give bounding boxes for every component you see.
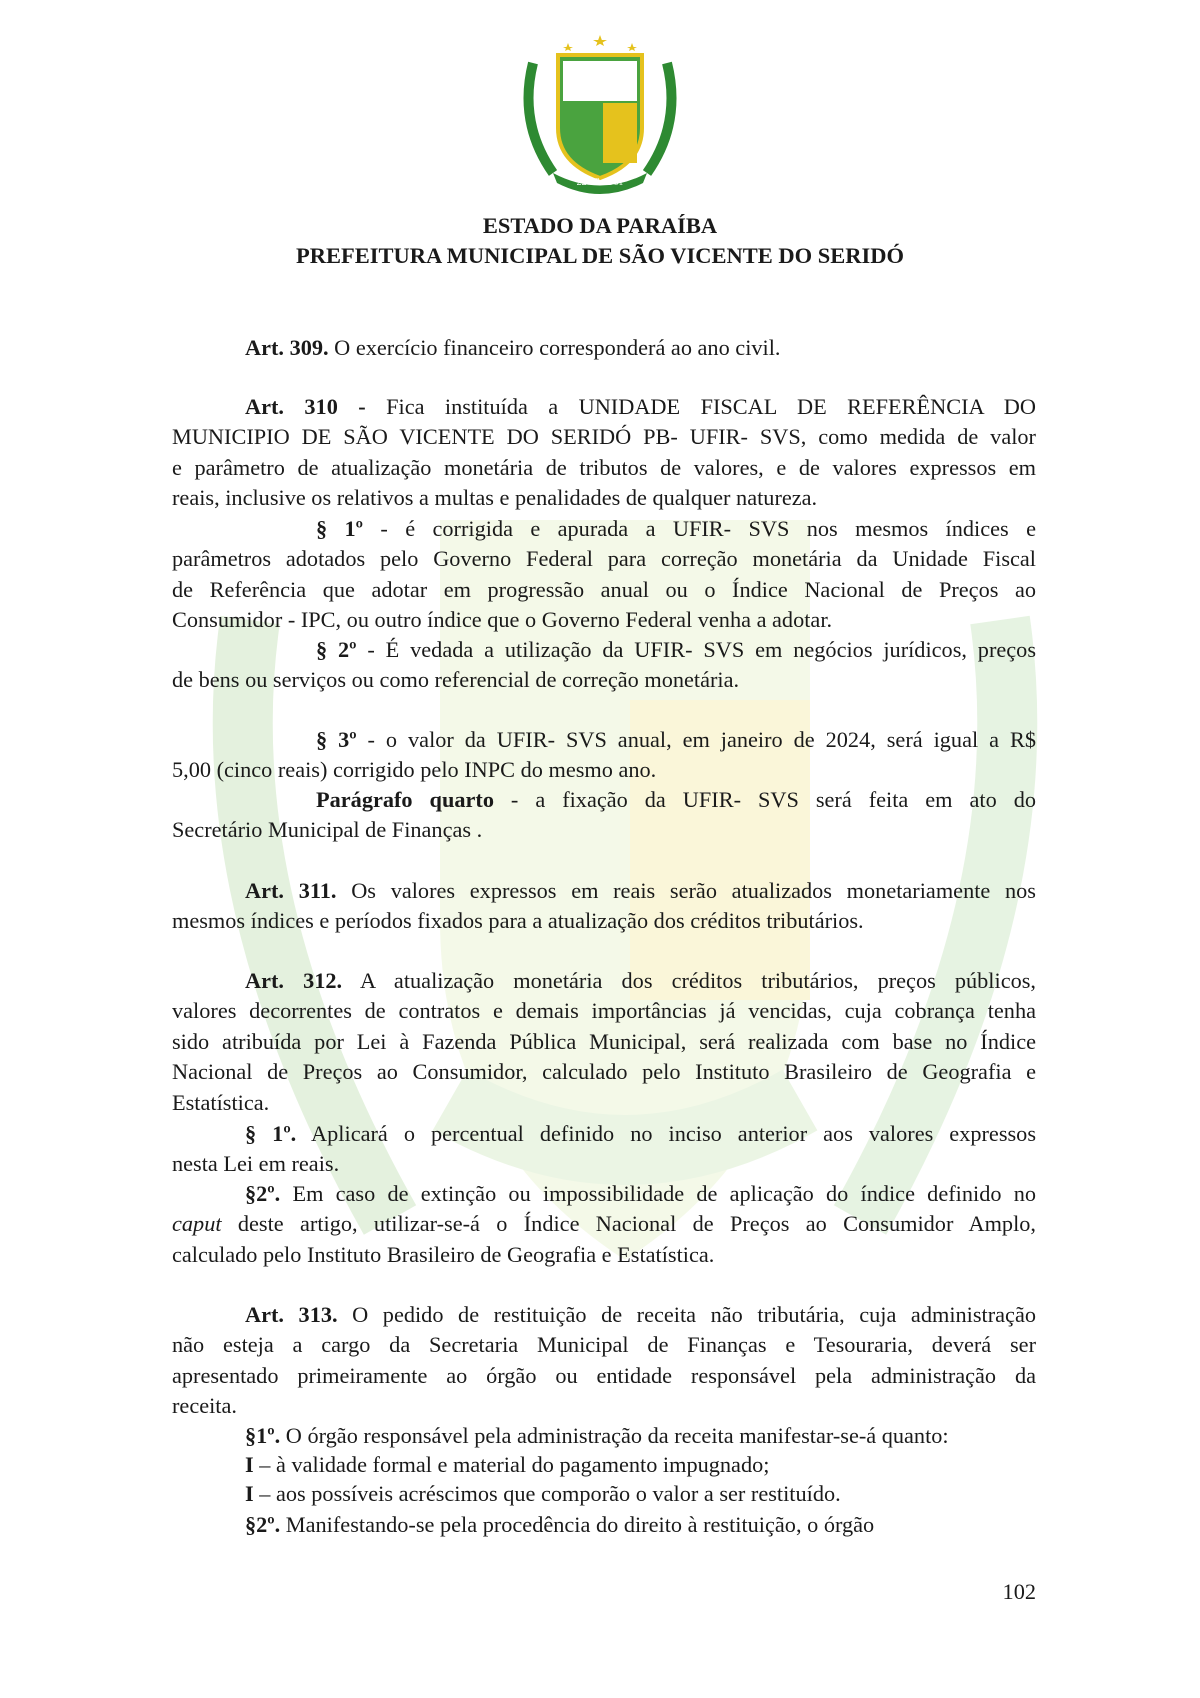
municipal-crest-logo [513, 33, 687, 198]
bold-heading: I [245, 1481, 254, 1506]
paragraph [172, 725, 1036, 786]
text-run: - é corrigida e apurada a UFIR- SVS nos mesmos índices e [363, 516, 1036, 541]
text-run: Manifestando-se pela procedência do direito à restituição, o órgão [280, 1512, 875, 1537]
text-line [172, 876, 1036, 906]
text-run: de bens ou serviços ou como referencial de correção monetária. [172, 667, 740, 693]
text-line [172, 1479, 1036, 1509]
text-run: Aplicará o percentual definido no inciso anterior aos valores expressos [296, 1121, 1036, 1146]
text-run: O órgão responsável pela administração da receita manifestar-se-á quanto: [280, 1423, 949, 1448]
text-run: deste artigo, utilizar-se-á o Índice Nacional de Preços ao Consumidor Amplo, [221, 1211, 1036, 1237]
text-line [172, 725, 1036, 755]
text-run: sido atribuída por Lei à Fazenda Pública Municipal, será realizada com base no Índice [172, 1028, 1036, 1054]
text-run: - o valor da UFIR- SVS anual, em janeiro de 2024, será igual a R$ [356, 727, 1036, 752]
text-line [172, 1240, 1036, 1270]
text-line [172, 333, 1036, 363]
text-line [172, 785, 1036, 815]
text-line [172, 815, 1036, 845]
text-run: reais, inclusive os relativos a multas e penalidades de qualquer natureza. [172, 485, 818, 511]
text-line [172, 906, 1036, 936]
italic-text: caput [172, 1211, 222, 1237]
text-run: Fica instituída a UNIDADE FISCAL DE REFERÊNCIA DO [365, 394, 1036, 419]
paragraph [172, 1510, 1036, 1540]
municipality-title: PREFEITURA MUNICIPAL DE SÃO VICENTE DO SERIDÓ [295, 243, 905, 268]
text-line [172, 1149, 1036, 1179]
paragraph [172, 392, 1036, 514]
text-run: apresentado primeiramente ao órgão ou entidade responsável pela administração da [172, 1362, 1036, 1388]
paragraph [172, 1179, 1036, 1270]
text-line [172, 392, 1036, 422]
text-run: valores decorrentes de contratos e demais importâncias já vencidas, cuja cobrança tenha [172, 998, 1036, 1024]
text-run: parâmetros adotados pelo Governo Federal para correção monetária da Unidade Fiscal [172, 546, 1036, 572]
text-run: O exercício financeiro corresponderá ao ano civil. [328, 335, 781, 360]
paragraph [172, 514, 1036, 636]
text-run: Em caso de extinção ou impossibilidade de aplicação do índice definido no [280, 1181, 1036, 1206]
page-number: 102 [1002, 1579, 1036, 1604]
text-line [172, 665, 1036, 695]
bold-heading: §2º. [245, 1181, 281, 1206]
text-run: de Referência que adotar em progressão anual ou o Índice Nacional de Preços ao [172, 576, 1036, 602]
text-run: mesmos índices e períodos fixados para a atualização dos créditos tributários. [172, 908, 864, 934]
text-line [172, 1027, 1036, 1057]
text-run: não esteja a cargo da Secretaria Municipal de Finanças e Tesouraria, deverá ser [172, 1332, 1036, 1358]
text-line [172, 575, 1036, 605]
text-line [172, 1421, 1036, 1451]
bold-heading: § 3º [316, 727, 357, 752]
text-line [172, 1179, 1036, 1209]
text-line [172, 1209, 1036, 1239]
paragraph [172, 1479, 1036, 1509]
bold-heading: Art. 310 - [245, 394, 366, 419]
text-line [172, 1057, 1036, 1087]
text-line [172, 1119, 1036, 1149]
text-line [172, 1361, 1036, 1391]
text-run: Estatística. [172, 1089, 270, 1115]
text-line [172, 483, 1036, 513]
crest-date: 22-12-1961 [576, 177, 624, 188]
bold-heading: Art. 309. [245, 335, 329, 360]
text-run: - É vedada a utilização da UFIR- SVS em negócios jurídicos, preços [356, 637, 1036, 662]
text-line [172, 605, 1036, 635]
text-line [172, 422, 1036, 452]
text-line [172, 996, 1036, 1026]
text-run: – à validade formal e material do pagamento impugnado; [253, 1452, 770, 1477]
bold-heading: §2º. [245, 1512, 281, 1537]
text-line [172, 1510, 1036, 1540]
text-run: calculado pelo Instituto Brasileiro de Geografia e Estatística. [172, 1241, 715, 1267]
text-run: Secretário Municipal de Finanças . [172, 817, 483, 843]
bold-heading: §1º. [245, 1423, 281, 1448]
bold-heading: § 2º [316, 637, 357, 662]
text-line [172, 1300, 1036, 1330]
text-run: 5,00 (cinco reais) corrigido pelo INPC do mesmo ano. [172, 757, 657, 783]
text-line [172, 1450, 1036, 1480]
paragraph [172, 966, 1036, 1118]
text-run: receita. [172, 1393, 237, 1419]
text-line [172, 635, 1036, 665]
bold-heading: Art. 313. [245, 1302, 338, 1327]
text-run: Os valores expressos em reais serão atualizados monetariamente nos [336, 878, 1036, 903]
paragraph [172, 635, 1036, 696]
paragraph [172, 333, 1036, 363]
text-line [172, 453, 1036, 483]
text-run: – aos possíveis acréscimos que comporão o valor a ser restituído. [253, 1481, 841, 1506]
text-run: - a fixação da UFIR- SVS será feita em ato do [493, 787, 1036, 812]
text-line [172, 755, 1036, 785]
text-run: A atualização monetária dos créditos tributários, preços públicos, [342, 968, 1036, 993]
text-run: nesta Lei em reais. [172, 1151, 340, 1177]
paragraph [172, 1300, 1036, 1422]
text-line [172, 514, 1036, 544]
paragraph [172, 1421, 1036, 1451]
bold-heading: Parágrafo quarto [316, 787, 494, 812]
paragraph [172, 785, 1036, 846]
bold-heading: § 1º. [245, 1121, 297, 1146]
text-run: Nacional de Preços ao Consumidor, calculado pelo Instituto Brasileiro de Geografia e [172, 1059, 1036, 1085]
bold-heading: Art. 312. [245, 968, 343, 993]
text-line [172, 1330, 1036, 1360]
paragraph [172, 1450, 1036, 1480]
text-run: O pedido de restituição de receita não tributária, cuja administração [337, 1302, 1036, 1327]
bold-heading: I [245, 1452, 254, 1477]
text-run: MUNICIPIO DE SÃO VICENTE DO SERIDÓ PB- UFIR- SVS, como medida de valor [172, 424, 1036, 450]
text-run: e parâmetro de atualização monetária de tributos de valores, e de valores expressos em [172, 454, 1036, 480]
text-line [172, 966, 1036, 996]
state-title: ESTADO DA PARAÍBA [482, 213, 718, 238]
paragraph [172, 876, 1036, 937]
text-run: Consumidor - IPC, ou outro índice que o Governo Federal venha a adotar. [172, 607, 833, 633]
bold-heading: § 1º [316, 516, 364, 541]
paragraph [172, 1119, 1036, 1180]
text-line [172, 544, 1036, 574]
text-line [172, 1088, 1036, 1118]
text-line [172, 1391, 1036, 1421]
bold-heading: Art. 311. [245, 878, 337, 903]
